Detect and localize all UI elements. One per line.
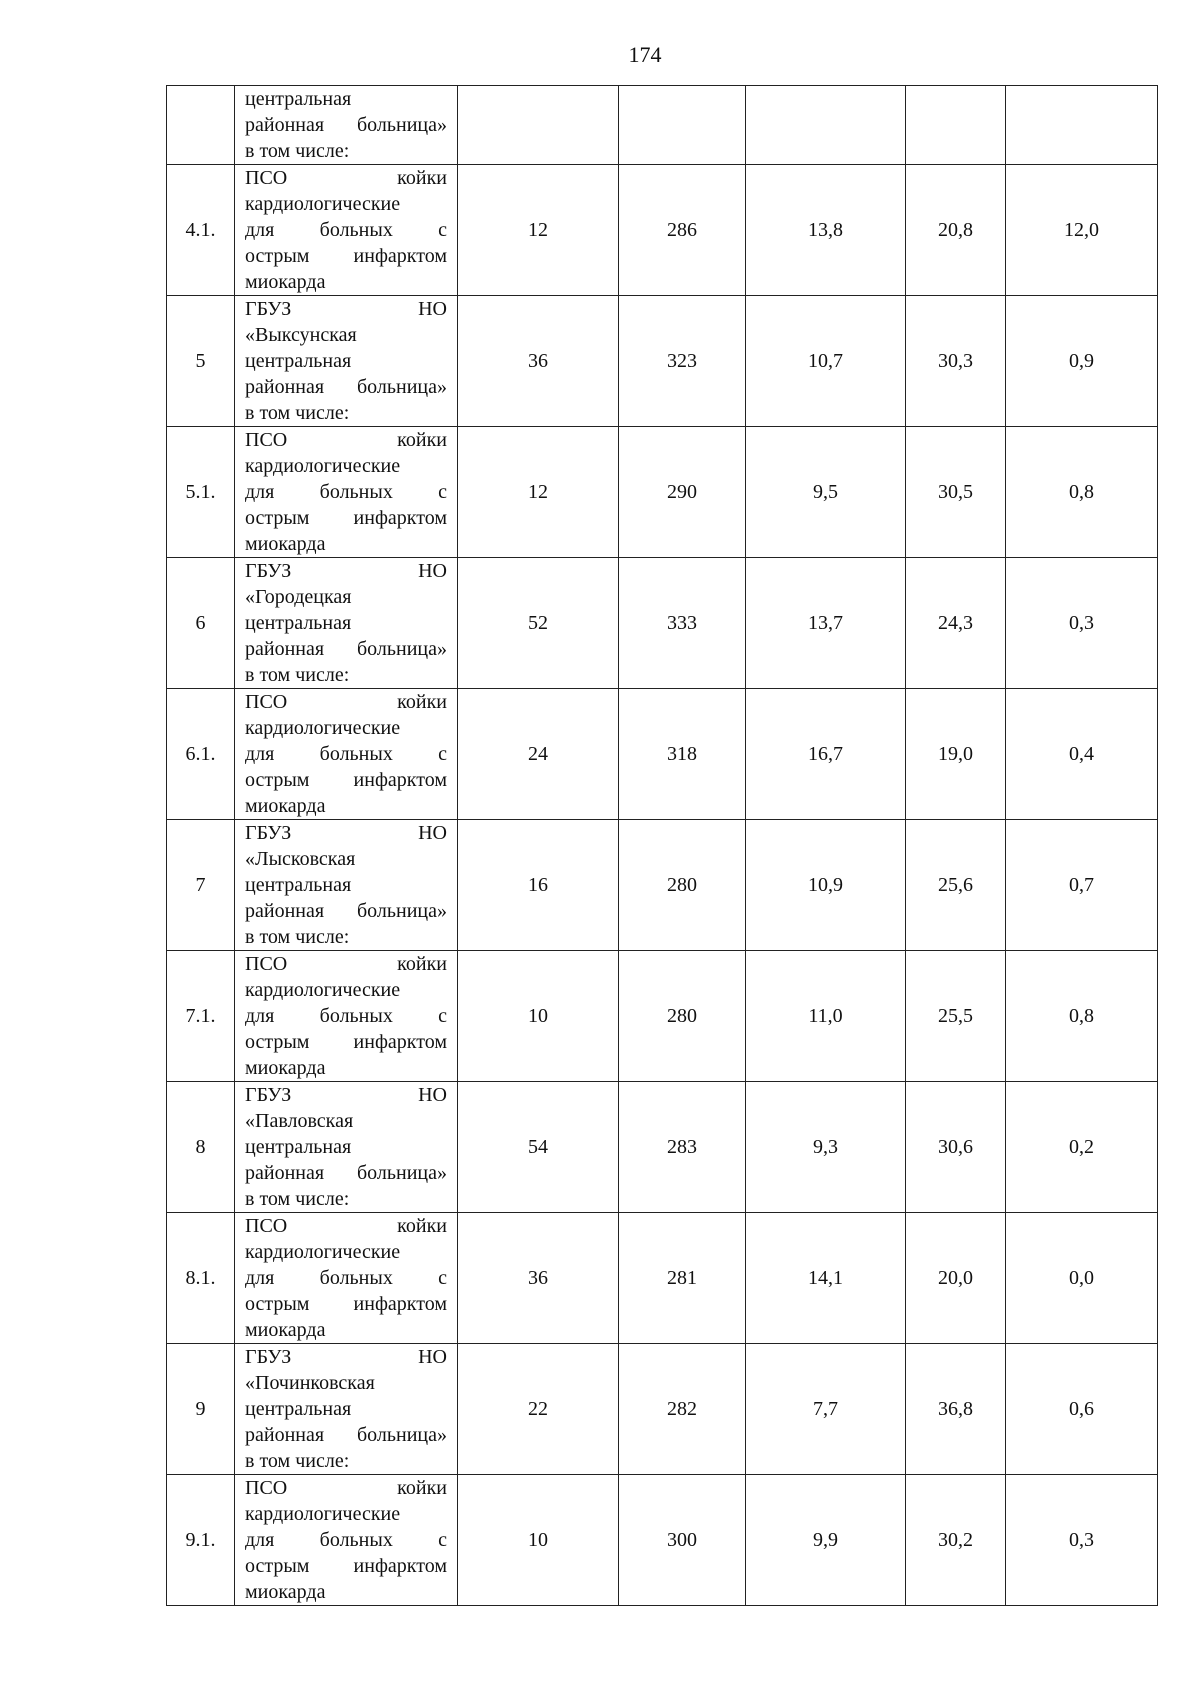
name-line: «Городецкая bbox=[245, 586, 352, 608]
hospital-beds-table bbox=[166, 85, 1158, 1606]
name-line: ПСО койки bbox=[245, 1215, 447, 1237]
name-line: для больных с bbox=[245, 1005, 447, 1027]
cell-value: 24,3 bbox=[906, 558, 1006, 689]
table-row bbox=[167, 1344, 1158, 1475]
name-line: ГБУЗ НО bbox=[245, 560, 447, 582]
cell-value: 52 bbox=[458, 558, 619, 689]
name-line: миокарда bbox=[245, 795, 326, 817]
name-line: для больных с bbox=[245, 743, 447, 765]
name-line: острым инфарктом bbox=[245, 245, 447, 267]
name-line: центральная bbox=[245, 874, 352, 896]
cell-num bbox=[167, 86, 235, 165]
name-line: районная больница» bbox=[245, 114, 447, 136]
name-line: в том числе: bbox=[245, 1188, 350, 1210]
table-row-continuation bbox=[167, 86, 1158, 165]
table-row bbox=[167, 296, 1158, 427]
cell-value: 333 bbox=[619, 558, 746, 689]
cell-value: 13,7 bbox=[746, 558, 906, 689]
name-line: в том числе: bbox=[245, 664, 350, 686]
cell-value: 9,5 bbox=[746, 427, 906, 558]
page-number: 174 bbox=[628, 42, 662, 67]
cell-value: 0,9 bbox=[1006, 296, 1158, 427]
cell-num: 5.1. bbox=[167, 427, 235, 558]
cell-name bbox=[235, 1344, 458, 1475]
table-row bbox=[167, 689, 1158, 820]
cell-value: 280 bbox=[619, 820, 746, 951]
name-line: миокарда bbox=[245, 1319, 326, 1341]
name-line: районная больница» bbox=[245, 1162, 447, 1184]
cell-value: 0,0 bbox=[1006, 1213, 1158, 1344]
cell-name bbox=[235, 951, 458, 1082]
name-line: кардиологические bbox=[245, 979, 401, 1001]
cell-value: 323 bbox=[619, 296, 746, 427]
name-line: ГБУЗ НО bbox=[245, 1084, 447, 1106]
cell-value bbox=[458, 86, 619, 165]
name-line: центральная bbox=[245, 1136, 352, 1158]
cell-value: 0,3 bbox=[1006, 558, 1158, 689]
cell-value: 24 bbox=[458, 689, 619, 820]
cell-value: 9,3 bbox=[746, 1082, 906, 1213]
name-line: ПСО койки bbox=[245, 167, 447, 189]
cell-value: 30,6 bbox=[906, 1082, 1006, 1213]
cell-value bbox=[1006, 86, 1158, 165]
cell-name bbox=[235, 1082, 458, 1213]
cell-value: 280 bbox=[619, 951, 746, 1082]
cell-value: 282 bbox=[619, 1344, 746, 1475]
name-line: районная больница» bbox=[245, 1424, 447, 1446]
cell-value: 7,7 bbox=[746, 1344, 906, 1475]
cell-value: 0,2 bbox=[1006, 1082, 1158, 1213]
name-line: острым инфарктом bbox=[245, 769, 447, 791]
cell-value: 16 bbox=[458, 820, 619, 951]
name-line: ПСО койки bbox=[245, 953, 447, 975]
name-line: острым инфарктом bbox=[245, 1031, 447, 1053]
cell-value bbox=[906, 86, 1006, 165]
cell-value: 0,6 bbox=[1006, 1344, 1158, 1475]
cell-name bbox=[235, 86, 458, 165]
cell-value bbox=[746, 86, 906, 165]
name-line: острым инфарктом bbox=[245, 507, 447, 529]
table-row bbox=[167, 1475, 1158, 1606]
cell-value: 13,8 bbox=[746, 165, 906, 296]
cell-value: 25,5 bbox=[906, 951, 1006, 1082]
cell-value: 12 bbox=[458, 427, 619, 558]
cell-value: 0,3 bbox=[1006, 1475, 1158, 1606]
name-line: ПСО койки bbox=[245, 429, 447, 451]
cell-num: 7.1. bbox=[167, 951, 235, 1082]
name-line: «Починковская bbox=[245, 1372, 375, 1394]
table-row bbox=[167, 1213, 1158, 1344]
name-line: районная больница» bbox=[245, 900, 447, 922]
name-line: в том числе: bbox=[245, 926, 350, 948]
cell-value: 0,7 bbox=[1006, 820, 1158, 951]
name-line: ПСО койки bbox=[245, 691, 447, 713]
cell-num: 6.1. bbox=[167, 689, 235, 820]
cell-value: 30,2 bbox=[906, 1475, 1006, 1606]
cell-name bbox=[235, 1213, 458, 1344]
name-line: «Павловская bbox=[245, 1110, 354, 1132]
table-row bbox=[167, 558, 1158, 689]
cell-value: 12,0 bbox=[1006, 165, 1158, 296]
cell-num: 4.1. bbox=[167, 165, 235, 296]
cell-value: 11,0 bbox=[746, 951, 906, 1082]
cell-value: 25,6 bbox=[906, 820, 1006, 951]
name-line: кардиологические bbox=[245, 1241, 401, 1263]
name-line: миокарда bbox=[245, 1581, 326, 1603]
cell-value: 20,0 bbox=[906, 1213, 1006, 1344]
cell-value: 54 bbox=[458, 1082, 619, 1213]
name-line: для больных с bbox=[245, 1267, 447, 1289]
table-row bbox=[167, 1082, 1158, 1213]
cell-value: 36 bbox=[458, 1213, 619, 1344]
cell-num: 7 bbox=[167, 820, 235, 951]
cell-value: 300 bbox=[619, 1475, 746, 1606]
cell-name bbox=[235, 1475, 458, 1606]
cell-value: 286 bbox=[619, 165, 746, 296]
cell-value: 10 bbox=[458, 951, 619, 1082]
name-line: районная больница» bbox=[245, 376, 447, 398]
cell-name bbox=[235, 689, 458, 820]
name-line: центральная bbox=[245, 88, 352, 110]
cell-value: 0,4 bbox=[1006, 689, 1158, 820]
cell-value: 0,8 bbox=[1006, 427, 1158, 558]
name-line: центральная bbox=[245, 350, 352, 372]
name-line: для больных с bbox=[245, 219, 447, 241]
cell-value: 10 bbox=[458, 1475, 619, 1606]
cell-value: 281 bbox=[619, 1213, 746, 1344]
name-line: ГБУЗ НО bbox=[245, 1346, 447, 1368]
name-line: кардиологические bbox=[245, 1503, 401, 1525]
cell-value: 283 bbox=[619, 1082, 746, 1213]
cell-value: 36,8 bbox=[906, 1344, 1006, 1475]
name-line: «Выксунская bbox=[245, 324, 357, 346]
name-line: миокарда bbox=[245, 1057, 326, 1079]
cell-value: 10,9 bbox=[746, 820, 906, 951]
cell-value: 9,9 bbox=[746, 1475, 906, 1606]
cell-num: 8 bbox=[167, 1082, 235, 1213]
table-row bbox=[167, 165, 1158, 296]
cell-value: 10,7 bbox=[746, 296, 906, 427]
cell-value: 22 bbox=[458, 1344, 619, 1475]
table-row bbox=[167, 427, 1158, 558]
name-line: миокарда bbox=[245, 533, 326, 555]
name-line: центральная bbox=[245, 612, 352, 634]
table-body bbox=[167, 86, 1158, 1606]
cell-name bbox=[235, 820, 458, 951]
name-line: в том числе: bbox=[245, 140, 350, 162]
cell-value: 19,0 bbox=[906, 689, 1006, 820]
name-line: кардиологические bbox=[245, 717, 401, 739]
cell-value: 290 bbox=[619, 427, 746, 558]
name-line: в том числе: bbox=[245, 402, 350, 424]
name-line: «Лысковская bbox=[245, 848, 356, 870]
name-line: ГБУЗ НО bbox=[245, 298, 447, 320]
name-line: для больных с bbox=[245, 1529, 447, 1551]
cell-value: 20,8 bbox=[906, 165, 1006, 296]
cell-name bbox=[235, 296, 458, 427]
name-line: центральная bbox=[245, 1398, 352, 1420]
name-line: миокарда bbox=[245, 271, 326, 293]
table-row bbox=[167, 951, 1158, 1082]
cell-num: 5 bbox=[167, 296, 235, 427]
cell-value: 12 bbox=[458, 165, 619, 296]
cell-value: 0,8 bbox=[1006, 951, 1158, 1082]
cell-num: 9 bbox=[167, 1344, 235, 1475]
cell-value bbox=[619, 86, 746, 165]
name-line: ГБУЗ НО bbox=[245, 822, 447, 844]
cell-num: 9.1. bbox=[167, 1475, 235, 1606]
cell-value: 16,7 bbox=[746, 689, 906, 820]
cell-value: 14,1 bbox=[746, 1213, 906, 1344]
table-row bbox=[167, 820, 1158, 951]
name-line: острым инфарктом bbox=[245, 1555, 447, 1577]
name-line: в том числе: bbox=[245, 1450, 350, 1472]
cell-num: 8.1. bbox=[167, 1213, 235, 1344]
cell-name bbox=[235, 427, 458, 558]
cell-name bbox=[235, 165, 458, 296]
name-line: районная больница» bbox=[245, 638, 447, 660]
name-line: ПСО койки bbox=[245, 1477, 447, 1499]
cell-value: 318 bbox=[619, 689, 746, 820]
cell-name bbox=[235, 558, 458, 689]
cell-value: 30,5 bbox=[906, 427, 1006, 558]
name-line: острым инфарктом bbox=[245, 1293, 447, 1315]
cell-num: 6 bbox=[167, 558, 235, 689]
name-line: кардиологические bbox=[245, 455, 401, 477]
cell-value: 30,3 bbox=[906, 296, 1006, 427]
cell-value: 36 bbox=[458, 296, 619, 427]
name-line: кардиологические bbox=[245, 193, 401, 215]
name-line: для больных с bbox=[245, 481, 447, 503]
